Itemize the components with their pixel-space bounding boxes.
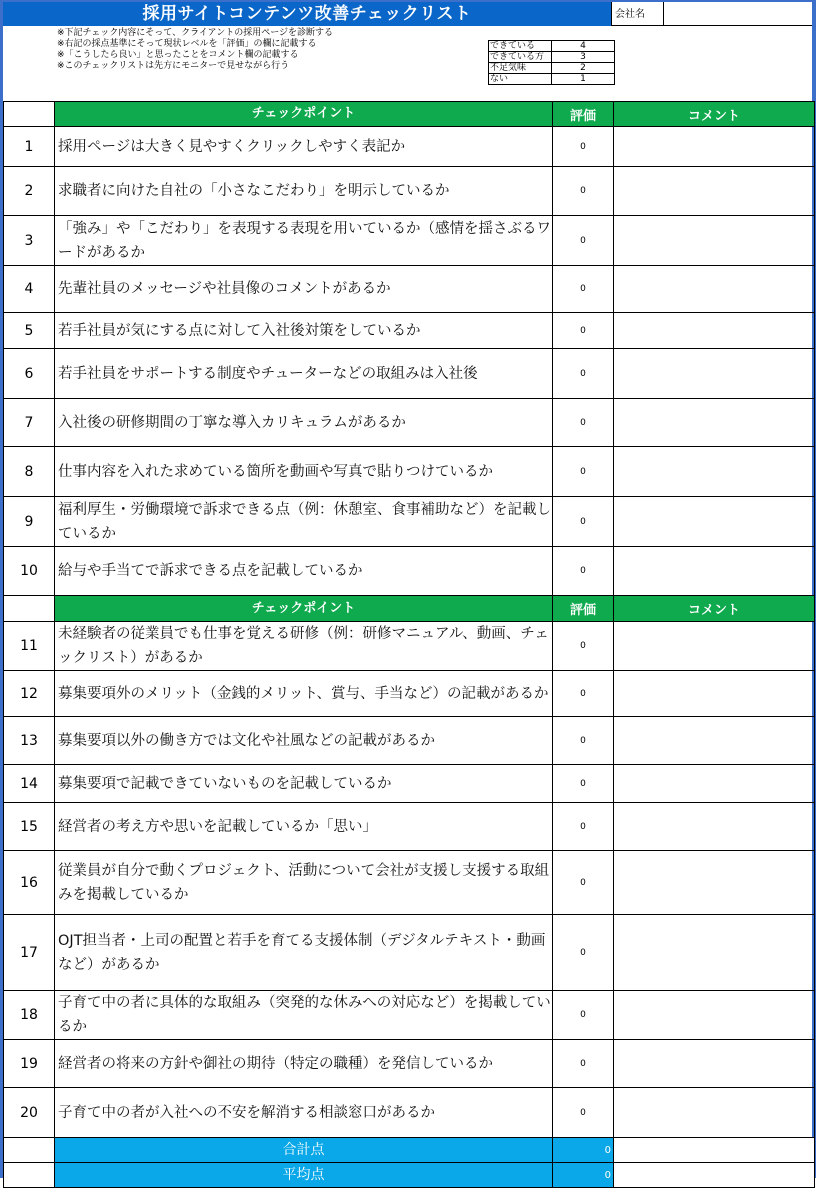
page-title: 採用サイトコンテンツ改善チェックリスト xyxy=(3,2,611,26)
scale-value: 3 xyxy=(552,52,615,63)
scale-row xyxy=(489,52,615,63)
comment-cell[interactable] xyxy=(614,497,815,547)
table-row xyxy=(4,313,815,349)
table-row xyxy=(4,216,815,266)
header-comment: コメント xyxy=(614,102,815,127)
comment-cell[interactable] xyxy=(614,216,815,266)
instruction-line: ※下記チェック内容にそって、クライアントの採用ページを診断する xyxy=(57,28,334,38)
table-row xyxy=(4,622,815,671)
checkpoint-text: 若手社員をサポートする制度やチューターなどの取組みは入社後 xyxy=(55,349,553,399)
score-cell[interactable]: 0 xyxy=(553,127,614,167)
score-cell[interactable]: 0 xyxy=(553,349,614,399)
table-row xyxy=(4,266,815,313)
scale-label: ない xyxy=(489,74,552,85)
score-cell[interactable]: 0 xyxy=(553,803,614,851)
checkpoint-text: 従業員が自分で動くプロジェクト、活動について会社が支援し支援する取組みを掲載しているか xyxy=(55,851,553,915)
score-cell[interactable]: 0 xyxy=(553,216,614,266)
score-cell[interactable]: 0 xyxy=(553,547,614,596)
checkpoint-text: 募集要項で記載できていないものを記載しているか xyxy=(55,765,553,803)
table-row xyxy=(4,671,815,717)
score-cell[interactable]: 0 xyxy=(553,765,614,803)
average-label: 平均点 xyxy=(55,1163,553,1188)
table-row xyxy=(4,127,815,167)
table-row xyxy=(4,447,815,497)
score-cell[interactable]: 0 xyxy=(553,447,614,497)
average-row xyxy=(4,1163,815,1188)
row-number: 1 xyxy=(4,127,55,167)
comment-cell[interactable] xyxy=(614,622,815,671)
score-cell[interactable]: 0 xyxy=(553,266,614,313)
checkpoint-text: 求職者に向けた自社の「小さなこだわり」を明示しているか xyxy=(55,167,553,216)
checkpoint-text: 入社後の研修期間の丁寧な導入カリキュラムがあるか xyxy=(55,399,553,447)
comment-cell[interactable] xyxy=(614,717,815,765)
instruction-line: ※このチェックリストは先方にモニターで見せながら行う xyxy=(57,61,290,71)
comment-cell[interactable] xyxy=(614,671,815,717)
score-cell[interactable]: 0 xyxy=(553,851,614,915)
checkpoint-text: OJT担当者・上司の配置と若手を育てる支援体制（デジタルテキスト・動画など）があるか xyxy=(55,915,553,991)
score-cell[interactable]: 0 xyxy=(553,915,614,991)
table-row xyxy=(4,803,815,851)
header-comment: コメント xyxy=(614,596,815,622)
instructions xyxy=(57,28,333,72)
row-number: 7 xyxy=(4,399,55,447)
score-cell[interactable]: 0 xyxy=(553,399,614,447)
checkpoint-text: 採用ページは大きく見やすくクリックしやすく表記か xyxy=(55,127,553,167)
comment-cell[interactable] xyxy=(614,313,815,349)
checkpoint-text: 経営者の将来の方針や御社の期待（特定の職種）を発信しているか xyxy=(55,1040,553,1088)
checkpoint-text: 募集要項外のメリット（金銭的メリット、賞与、手当など）の記載があるか xyxy=(55,671,553,717)
table-row xyxy=(4,167,815,216)
table-row xyxy=(4,1088,815,1138)
row-number: 10 xyxy=(4,547,55,596)
company-name-label: 会社名 xyxy=(611,2,663,26)
comment-cell[interactable] xyxy=(614,127,815,167)
score-cell[interactable]: 0 xyxy=(553,1088,614,1138)
row-number: 19 xyxy=(4,1040,55,1088)
scale-row xyxy=(489,63,615,74)
comment-cell[interactable] xyxy=(614,266,815,313)
comment-cell[interactable] xyxy=(614,915,815,991)
scale-label: 不足気味 xyxy=(489,63,552,74)
row-number: 4 xyxy=(4,266,55,313)
row-number: 11 xyxy=(4,622,55,671)
average-comment-cell xyxy=(614,1163,815,1188)
row-number: 20 xyxy=(4,1088,55,1138)
score-cell[interactable]: 0 xyxy=(553,622,614,671)
total-label: 合計点 xyxy=(55,1138,553,1163)
scale-value: 2 xyxy=(552,63,615,74)
scale-row xyxy=(489,74,615,85)
scale-value: 1 xyxy=(552,74,615,85)
table-row xyxy=(4,547,815,596)
comment-cell[interactable] xyxy=(614,1040,815,1088)
header-checkpoint: チェックポイント xyxy=(55,102,553,127)
scale-row xyxy=(489,41,615,52)
scale-value: 4 xyxy=(552,41,615,52)
checklist-table xyxy=(3,101,815,1188)
checkpoint-text: 給与や手当てで訴求できる点を記載しているか xyxy=(55,547,553,596)
row-number: 18 xyxy=(4,991,55,1040)
total-row xyxy=(4,1138,815,1163)
total-num-cell xyxy=(4,1138,55,1163)
row-number: 15 xyxy=(4,803,55,851)
scoring-scale-table xyxy=(488,40,615,85)
table-header-row xyxy=(4,596,815,622)
checkpoint-text: 子育て中の者に具体的な取組み（突発的な休みへの対応など）を掲載しているか xyxy=(55,991,553,1040)
comment-cell[interactable] xyxy=(614,765,815,803)
score-cell[interactable]: 0 xyxy=(553,497,614,547)
comment-cell[interactable] xyxy=(614,167,815,216)
average-num-cell xyxy=(4,1163,55,1188)
row-number: 17 xyxy=(4,915,55,991)
comment-cell[interactable] xyxy=(614,851,815,915)
table-row xyxy=(4,349,815,399)
comment-cell[interactable] xyxy=(614,399,815,447)
header-num-cell xyxy=(4,102,55,127)
table-row xyxy=(4,717,815,765)
row-number: 9 xyxy=(4,497,55,547)
comment-cell[interactable] xyxy=(614,991,815,1040)
table-header-row xyxy=(4,102,815,127)
checkpoint-text: 未経験者の従業員でも仕事を覚える研修（例：研修マニュアル、動画、チェックリスト）があるか xyxy=(55,622,553,671)
instruction-line: ※「こうしたら良い」と思ったことをコメント欄の記載する xyxy=(57,50,299,60)
score-cell[interactable]: 0 xyxy=(553,717,614,765)
average-value: 0 xyxy=(553,1163,614,1188)
scale-label: できている方 xyxy=(489,52,552,63)
row-number: 5 xyxy=(4,313,55,349)
comment-cell[interactable] xyxy=(614,1088,815,1138)
table-row xyxy=(4,399,815,447)
table-row xyxy=(4,497,815,547)
checkpoint-text: 若手社員が気にする点に対して入社後対策をしているか xyxy=(55,313,553,349)
header-evaluation: 評価 xyxy=(553,102,614,127)
table-row xyxy=(4,991,815,1040)
row-number: 12 xyxy=(4,671,55,717)
score-cell[interactable]: 0 xyxy=(553,167,614,216)
checkpoint-text: 「強み」や「こだわり」を表現する表現を用いているか（感情を揺さぶるワードがあるか xyxy=(55,216,553,266)
header-evaluation: 評価 xyxy=(553,596,614,622)
table-row xyxy=(4,765,815,803)
table-row xyxy=(4,1040,815,1088)
total-value: 0 xyxy=(553,1138,614,1163)
header-checkpoint: チェックポイント xyxy=(55,596,553,622)
row-number: 8 xyxy=(4,447,55,497)
row-number: 16 xyxy=(4,851,55,915)
scale-label: できている xyxy=(489,41,552,52)
comment-cell[interactable] xyxy=(614,803,815,851)
checkpoint-text: 募集要項以外の働き方では文化や社風などの記載があるか xyxy=(55,717,553,765)
row-number: 13 xyxy=(4,717,55,765)
company-name-field[interactable] xyxy=(663,2,812,26)
comment-cell[interactable] xyxy=(614,447,815,497)
row-number: 2 xyxy=(4,167,55,216)
table-row xyxy=(4,851,815,915)
score-cell[interactable]: 0 xyxy=(553,671,614,717)
row-number: 14 xyxy=(4,765,55,803)
checkpoint-text: 仕事内容を入れた求めている箇所を動画や写真で貼りつけているか xyxy=(55,447,553,497)
score-cell[interactable]: 0 xyxy=(553,991,614,1040)
score-cell[interactable]: 0 xyxy=(553,313,614,349)
score-cell[interactable]: 0 xyxy=(553,1040,614,1088)
instruction-line: ※右記の採点基準にそって現状レベルを「評価」の欄に記載する xyxy=(57,39,317,49)
checkpoint-text: 先輩社員のメッセージや社員像のコメントがあるか xyxy=(55,266,553,313)
checkpoint-text: 経営者の考え方や思いを記載しているか「思い」 xyxy=(55,803,553,851)
row-number: 6 xyxy=(4,349,55,399)
total-comment-cell xyxy=(614,1138,815,1163)
table-row xyxy=(4,915,815,991)
comment-cell[interactable] xyxy=(614,547,815,596)
checkpoint-text: 子育て中の者が入社への不安を解消する相談窓口があるか xyxy=(55,1088,553,1138)
comment-cell[interactable] xyxy=(614,349,815,399)
header-num-cell xyxy=(4,596,55,622)
checkpoint-text: 福利厚生・労働環境で訴求できる点（例：休憩室、食事補助など）を記載しているか xyxy=(55,497,553,547)
row-number: 3 xyxy=(4,216,55,266)
